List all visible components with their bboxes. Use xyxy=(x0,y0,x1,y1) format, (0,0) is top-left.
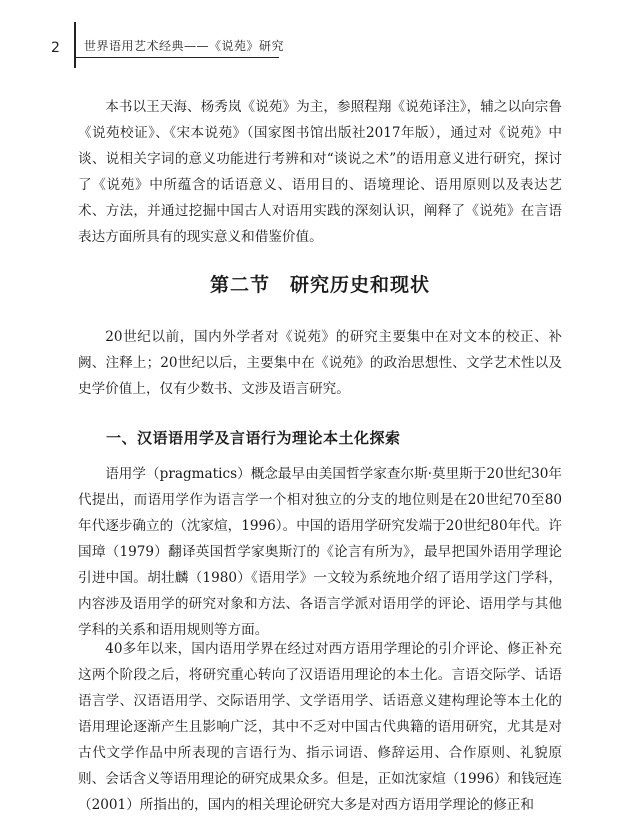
header-horizontal-rule xyxy=(74,57,279,58)
pragmatics-history-paragraph: 语用学（pragmatics）概念最早由美国哲学家查尔斯·莫里斯于20世纪30年代提出，而语用学作为语言学一个相对独立的分支的地位则是在20世纪70至80年代逐步确立的（沈家煊，1996）。中国的语用学研究发端于20世纪80年代。许国璋（1979）翻译英国哲学家奥斯汀的《论言有所为》，最早把国外语用学理论引进中国。胡壮麟（1980）《语用学》一文较为系统地介绍了语用学这门学科，内容涉及语用学的研究对象和方法、各语言学派对语用学的评论、语用学与其他学科的关系和语用规则等方面。 xyxy=(78,466,562,638)
running-header xyxy=(0,0,640,70)
intro-paragraph: 本书以王天海、杨秀岚《说苑》为主，参照程翔《说苑译注》，辅之以向宗鲁《说苑校证》、《宋本说苑》（国家图书馆出版社2017年版），通过对《说苑》中谈、说相关字词的意义功能进行考辨和对“谈说之术”的语用意义进行研究，探讨了《说苑》中所蕴含的话语意义、语用目的、语境理论、语用原则以及表达艺术、方法，并通过挖掘中国古人对语用实践的深刻认识，阐释了《说苑》在言语表达方面所具有的现实意义和借鉴价值。 xyxy=(78,99,562,245)
page-number: 2 xyxy=(51,40,60,56)
section-intro-paragraph: 20世纪以前，国内外学者对《说苑》的研究主要集中在对文本的校正、补阙、注释上；20世纪以后，主要集中在《说苑》的政治思想性、文学艺术性以及史学价值上，仅有少数书、文涉及语言研究。 xyxy=(78,329,562,397)
running-title: 世界语用艺术经典——《说苑》研究 xyxy=(84,39,285,53)
localization-paragraph: 40多年以来，国内语用学界在经过对西方语用学理论的引介评论、修正补充这两个阶段之后，将研究重心转向了汉语语用理论的本土化。言语交际学、话语语言学、汉语语用学、交际语用学、文学语用学、话语意义建构理论等本土化的语用理论逐渐产生且影响广泛，其中不乏对中国古代典籍的语用研究，尤其是对古代文学作品中所表现的言语行为、指示词语、修辞运用、合作原则、礼貌原则、会话含义等语用理论的研究成果众多。但是，正如沈家煊（1996）和钱冠连（2001）所指出的，国内的相关理论研究大多是对西方语用学理论的修正和 xyxy=(78,641,562,813)
section-heading: 第二节 研究历史和现状 xyxy=(209,274,430,296)
header-vertical-rule xyxy=(74,22,76,68)
subsection-heading: 一、汉语语用学及言语行为理论本土化探索 xyxy=(106,429,401,447)
